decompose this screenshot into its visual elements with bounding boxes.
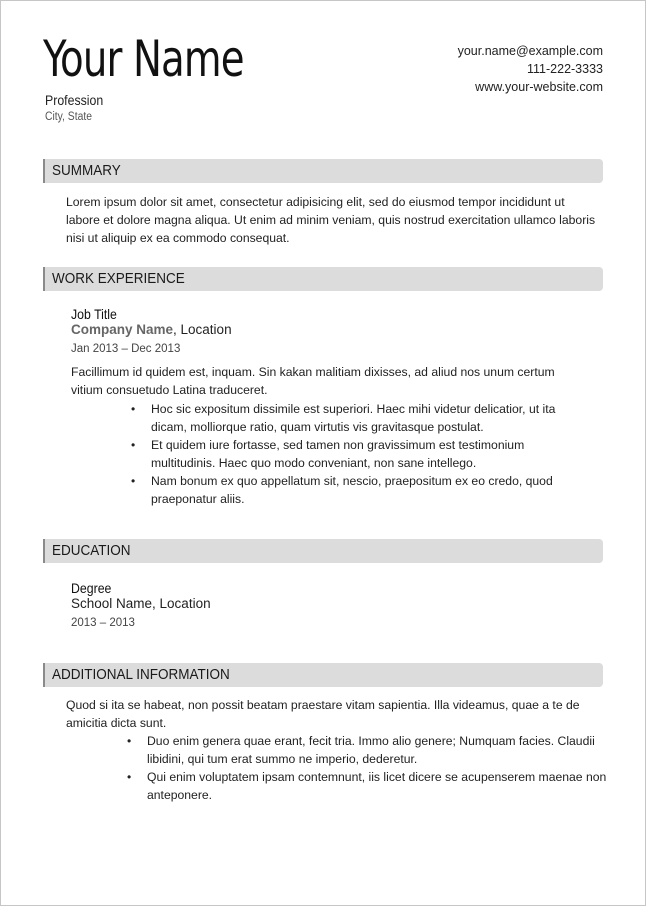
list-item (127, 768, 609, 804)
resume-name: Your Name (43, 30, 244, 88)
bullet-icon: • (127, 770, 132, 784)
additional-heading-bar (43, 663, 603, 687)
work-dates: Jan 2013 – Dec 2013 (71, 343, 181, 355)
additional-bullet-text: Duo enim genera quae erant, fecit tria. Immo alio genere; Numquam facies. Claudii libidini, qui tum erat summo ne imperio, dederetur. (147, 734, 595, 766)
website: www.your-website.com (475, 80, 603, 94)
phone: 111-222-3333 (527, 62, 603, 76)
summary-heading: SUMMARY (52, 162, 121, 179)
school: School Name, Location (71, 596, 211, 611)
additional-text: Quod si ita se habeat, non possit beatam praestare vitam sapientia. Illa videamus, quae a te de amicitia dicta sunt. (66, 698, 580, 730)
work-bullet-text: Et quidem iure fortasse, sed tamen non gravissimum est testimonium multitudinis. Haec quo modo conveniant, non sane intellego. (151, 438, 525, 470)
work-bullet-text: Nam bonum ex quo appellatum sit, nescio, praepositum ex eo credo, quod praeponatur aliis. (151, 474, 553, 506)
additional-heading: ADDITIONAL INFORMATION (52, 666, 230, 683)
bullet-icon: • (131, 474, 136, 488)
list-item (131, 472, 581, 508)
email: your.name@example.com (457, 44, 603, 58)
work-bullet-list (131, 400, 581, 508)
list-item (131, 400, 581, 436)
summary-heading-bar (43, 159, 603, 183)
bullet-icon: • (131, 402, 136, 416)
bullet-icon: • (131, 438, 136, 452)
contact-block (458, 42, 603, 96)
list-item (127, 732, 609, 768)
list-item (131, 436, 581, 472)
company-line (71, 321, 232, 339)
education-heading-bar (43, 539, 603, 563)
work-bullet-text: Hoc sic expositum dissimile est superiori. Haec mihi videtur delicatior, ut ita dicam, molliorque ratio, quam virtutis vis gravitasque postulat. (151, 402, 556, 434)
additional-bullet-text: Qui enim voluptatem ipsam contemnunt, iis licet dicere se acupenserem maenae non anteponere. (147, 770, 607, 802)
work-heading-bar (43, 267, 603, 291)
job-title: Job Title (71, 306, 117, 322)
education-dates: 2013 – 2013 (71, 617, 135, 629)
profession: Profession (45, 92, 104, 108)
education-heading: EDUCATION (52, 542, 131, 559)
work-description: Facillimum id quidem est, inquam. Sin kakan malitiam dixisses, ad aliud nos unum certum vitium consuetudo Latina traduceret. (71, 365, 555, 397)
degree: Degree (71, 580, 112, 596)
summary-text: Lorem ipsum dolor sit amet, consectetur adipisicing elit, sed do eiusmod tempor incididunt ut labore et dolore magna aliqua. Ut enim ad minim veniam, quis nostrud exercitation ullamco laboris nisi ut aliquip ex ea commodo consequat. (66, 195, 596, 245)
additional-bullet-list (127, 732, 609, 804)
bullet-icon: • (127, 734, 132, 748)
company-location: , Location (173, 322, 232, 337)
work-heading: WORK EXPERIENCE (52, 270, 185, 287)
company-name: Company Name (71, 322, 174, 337)
location: City, State (45, 111, 92, 123)
